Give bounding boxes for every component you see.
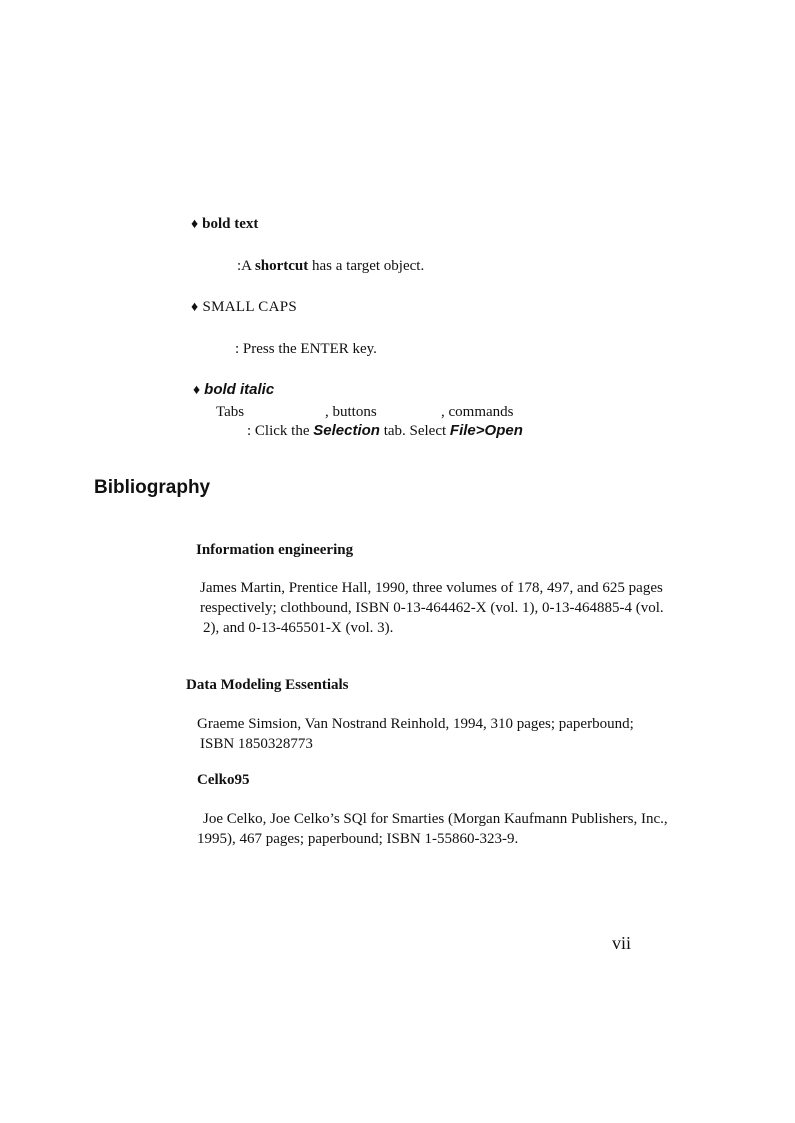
bib-entry-line: ISBN 1850328773 [200,736,313,752]
diamond-bullet-icon: ♦ [191,217,199,232]
convention-term-buttons: , buttons [325,404,377,420]
convention-bold-label: ♦ bold text [191,216,259,232]
convention-term-tabs: Tabs [216,404,245,420]
bib-entry-title: Information engineering [196,542,354,558]
bib-entry-body [200,578,664,638]
convention-smallcaps-example: : Press the ENTER key. [235,341,377,357]
convention-bold-example: :A shortcut has a target object. [237,258,425,274]
bib-entry-line: respectively; clothbound, ISBN 0-13-464462-X (vol. 1), 0-13-464885-4 (vol. [200,600,664,616]
bib-entry-line: Joe Celko, Joe Celko’s SQl for Smarties (Morgan Kaufmann Publishers, Inc., [203,811,668,827]
bib-entry-title: Celko95 [197,772,250,788]
convention-bolditalic-label: ♦ bold italic [193,381,275,398]
bib-entry-body [197,809,668,849]
bib-entry-line: 2), and 0-13-465501-X (vol. 3). [203,620,394,636]
convention-term-commands: , commands [441,404,514,420]
bibliography-heading: Bibliography [94,477,211,498]
bib-entry-body [197,714,634,754]
bib-entry-line: 1995), 467 pages; paperbound; ISBN 1-55860-323-9. [197,831,519,847]
page-number: vii [612,933,632,953]
convention-bolditalic-example: : Click the Selection tab. Select File>Open [247,422,523,439]
bib-entry-line: Graeme Simsion, Van Nostrand Reinhold, 1994, 310 pages; paperbound; [197,716,634,732]
bib-entry-title: Data Modeling Essentials [186,677,349,693]
diamond-bullet-icon: ♦ [193,383,201,398]
bib-entry-line: James Martin, Prentice Hall, 1990, three volumes of 178, 497, and 625 pages [200,580,663,596]
diamond-bullet-icon: ♦ [191,300,199,315]
convention-smallcaps-label: ♦ SMALL CAPS [191,299,298,315]
